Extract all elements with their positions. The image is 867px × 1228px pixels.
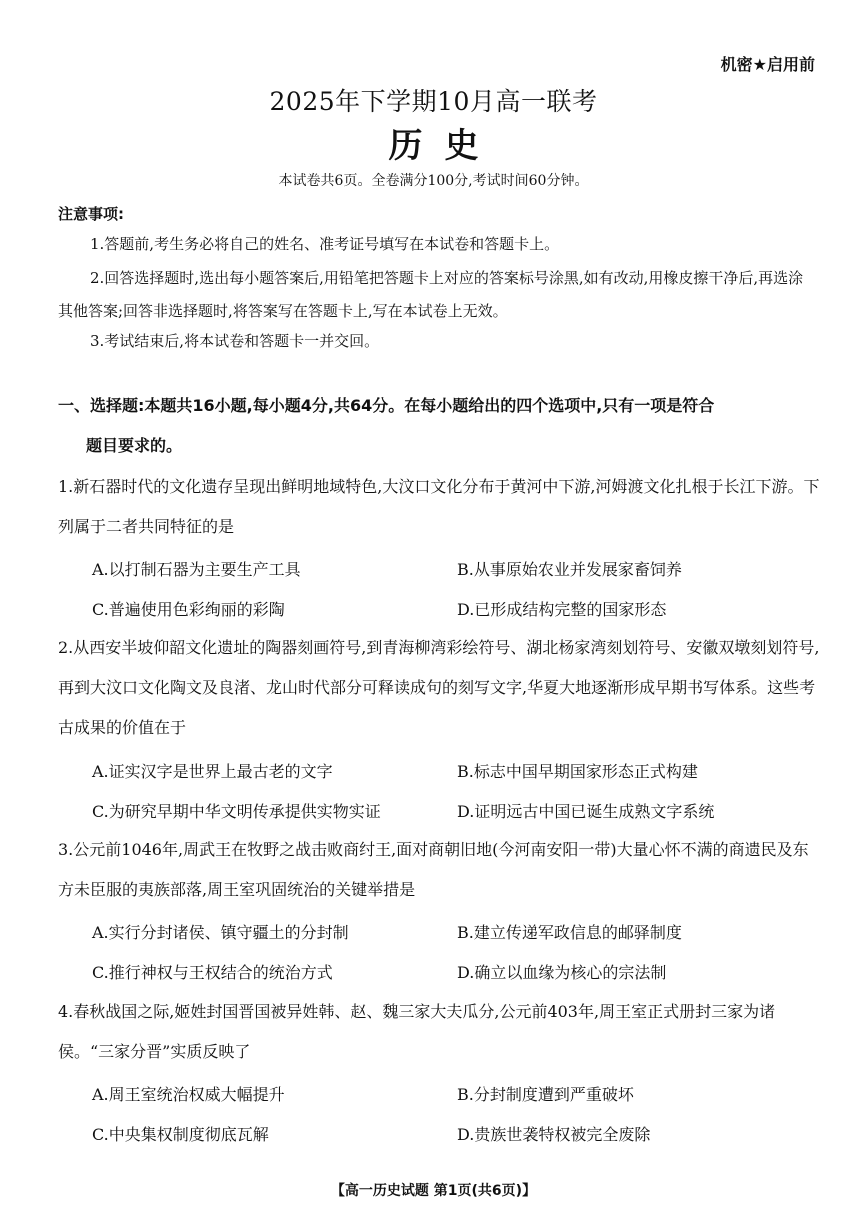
question-2-stem: 2.从西安半坡仰韶文化遗址的陶器刻画符号,到青海柳湾彩绘符号、湖北杨家湾刻划符号、安徽双墩刻划符号,再到大汶口文化陶文及良渚、龙山时代部分可释读成句的刻写文字,华夏大地逐渐形成早期书写体系。这些考古成果的价值在于: [58, 638, 820, 737]
question-2-options: [92, 750, 822, 830]
section-heading-line1: 一、选择题:本题共16小题,每小题4分,共64分。在每小题给出的四个选项中,只有一项是符合: [58, 396, 715, 415]
exam-info: 本试卷共6页。全卷满分100分,考试时间60分钟。: [278, 173, 589, 189]
question-3-options: [92, 911, 822, 991]
subject-title: 历史: [388, 126, 501, 166]
question-2-option-c: C.为研究早期中华文明传承提供实物实证: [92, 801, 381, 821]
question-1-option-a: A.以打制石器为主要生产工具: [92, 559, 301, 579]
question-2-option-b: B.标志中国早期国家形态正式构建: [457, 761, 698, 781]
question-2-option-a: A.证实汉字是世界上最古老的文字: [92, 761, 333, 781]
question-3-option-c: C.推行神权与王权结合的统治方式: [92, 962, 333, 982]
question-1-stem: 1.新石器时代的文化遗存呈现出鲜明地域特色,大汶口文化分布于黄河中下游,河姆渡文化扎根于长江下游。下列属于二者共同特征的是: [58, 477, 820, 536]
question-3-option-a: A.实行分封诸侯、镇守疆土的分封制: [92, 922, 349, 942]
question-1-option-d: D.已形成结构完整的国家形态: [457, 599, 667, 619]
section-heading: [58, 386, 820, 466]
question-4-options: [92, 1073, 822, 1153]
question-3-option-b: B.建立传递军政信息的邮驿制度: [457, 922, 682, 942]
question-4-option-d: D.贵族世袭特权被完全废除: [457, 1124, 651, 1144]
section-heading-line2: 题目要求的。: [86, 436, 183, 455]
notice-item-1: 1.答题前,考生务必将自己的姓名、准考证号填写在本试卷和答题卡上。: [90, 235, 560, 253]
question-4-option-c: C.中央集权制度彻底瓦解: [92, 1124, 269, 1144]
question-4-stem: 4.春秋战国之际,姬姓封国晋国被异姓韩、赵、魏三家大夫瓜分,公元前403年,周王室正式册封三家为诸侯。“三家分晋”实质反映了: [58, 1002, 776, 1061]
question-4-option-a: A.周王室统治权威大幅提升: [92, 1084, 285, 1104]
notice-title: 注意事项:: [58, 205, 124, 223]
question-4-option-b: B.分封制度遭到严重破坏: [457, 1084, 634, 1104]
notice-item-2: 2.回答选择题时,选出每小题答案后,用铅笔把答题卡上对应的答案标号涂黑,如有改动,用橡皮擦干净后,再选涂其他答案;回答非选择题时,将答案写在答题卡上,写在本试卷上无效。: [58, 269, 804, 320]
confidential-mark: 机密★启用前: [720, 55, 815, 74]
question-1-option-c: C.普遍使用色彩绚丽的彩陶: [92, 599, 285, 619]
page-footer: 【高一历史试题 第1页(共6页)】: [330, 1183, 537, 1199]
question-1-options: [92, 548, 822, 628]
notice-item-3: 3.考试结束后,将本试卷和答题卡一并交回。: [90, 332, 380, 350]
question-2-option-d: D.证明远古中国已诞生成熟文字系统: [457, 801, 715, 821]
question-3-option-d: D.确立以血缘为核心的宗法制: [457, 962, 667, 982]
question-3-stem: 3.公元前1046年,周武王在牧野之战击败商纣王,面对商朝旧地(今河南安阳一带)大量心怀不满的商遗民及东方未臣服的夷族部落,周王室巩固统治的关键举措是: [58, 840, 809, 899]
question-1-option-b: B.从事原始农业并发展家畜饲养: [457, 559, 682, 579]
exam-title: 2025年下学期10月高一联考: [269, 87, 598, 116]
